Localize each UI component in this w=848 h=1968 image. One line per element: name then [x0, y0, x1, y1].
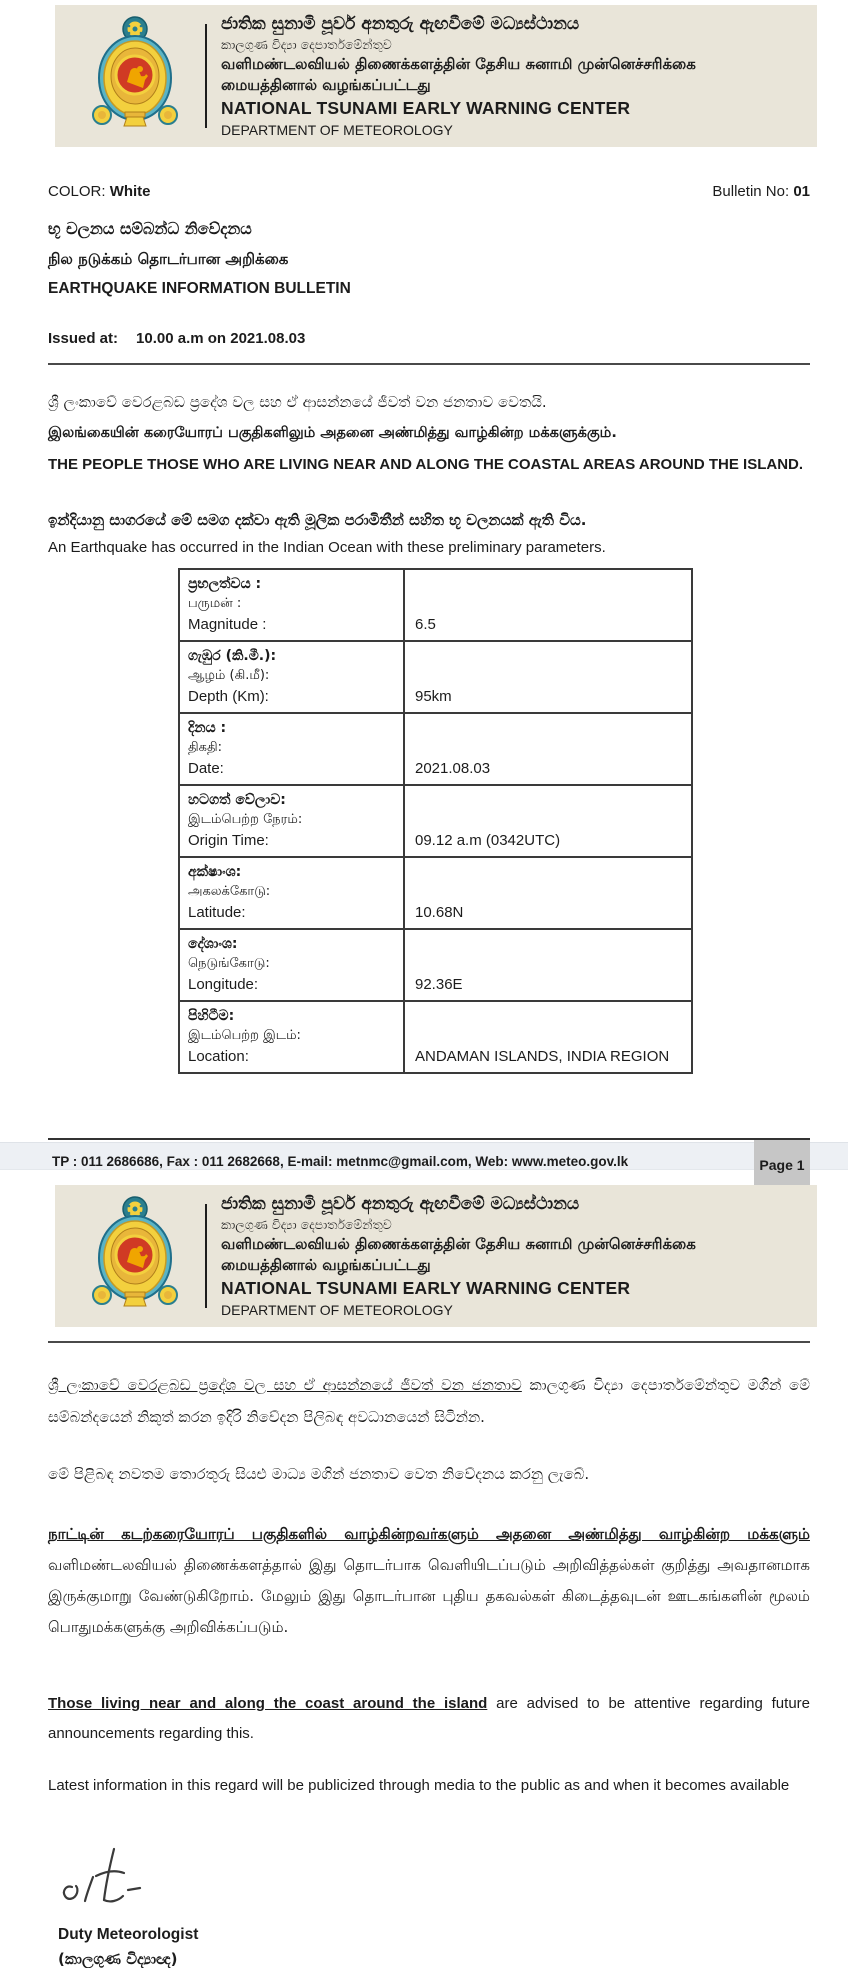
bulletin-page-1	[0, 5, 848, 1173]
longitude-label-en: Longitude:	[188, 976, 259, 993]
org-name-english: NATIONAL TSUNAMI EARLY WARNING CENTER	[221, 97, 631, 118]
latitude-label-ta: அகலக்கோடு:	[188, 884, 271, 899]
issued-at-value: 10.00 a.m on 2021.08.03	[136, 330, 306, 347]
bulletin-title-sinhala: භූ චලනය සම්බන්ධ නිවේදනය	[48, 219, 252, 238]
bulletin-title-block	[48, 214, 810, 304]
bulletin-no-value: 01	[793, 183, 810, 200]
date-value: 2021.08.03	[404, 713, 692, 785]
addressee-block	[48, 387, 810, 480]
org-name-tamil-1: வளிமண்டலவியல் திணைக்களத்தின் தேசிய சுனாமி முன்னெச்சரிக்கை	[221, 54, 696, 73]
bulletin-page-2	[0, 1185, 848, 1968]
latitude-label-en: Latitude:	[188, 904, 246, 921]
longitude-label-si: දේශාංශ:	[188, 936, 238, 952]
date-label-ta: திகதி:	[188, 740, 222, 755]
emblem-icon	[89, 14, 181, 134]
media-paragraph-sinhala: මේ පිළිබඳ නවතම තොරතුරු සියළු මාධ්‍ය මගින් ජනතාව වෙත නිවේදනය කරනු ලැබේ.	[48, 1465, 590, 1483]
bulletin-no-label: Bulletin No:	[712, 183, 790, 200]
page-footer	[48, 1138, 810, 1190]
org-name-tamil-1: வளிமண்டலவியல் திணைக்களத்தின் தேசிய சுனாமி முன்னெச்சரிக்கை	[221, 1234, 696, 1253]
intro-english: An Earthquake has occurred in the Indian Ocean with these preliminary parameters.	[48, 539, 606, 556]
letterhead-divider	[205, 1204, 207, 1308]
latitude-value: 10.68N	[404, 857, 692, 929]
depth-label-en: Depth (Km):	[188, 688, 269, 705]
advice-tamil-underlined: நாட்டின் கடற்கரையோரப் பகுதிகளில் வாழ்கின்றவர்களும் அதனை அண்மித்து வாழ்கின்ற மக்களும்	[48, 1525, 810, 1543]
latest-info-paragraph: Latest information in this regard will be publicized through media to the public as and when it becomes available	[48, 1777, 790, 1794]
intro-sinhala: ඉන්දියානු සාගරයේ මේ සමග දක්වා ඇති මූලික පරාමිතීන් සහිත භූ චලනයක් ඇති විය.	[48, 511, 587, 529]
advice-tamil-rest: வளிமண்டலவியல் திணைக்களத்தால் இது தொடர்பாக வெளியிடப்படும் அறிவித்தல்கள் குறித்து அவதானமாக இருக்குமாறு வேண்டுகிறோம். மேலும் இது தொடர்பான புதிய தகவல்கள் கிடைத்தவுடன் ஊடகங்களின் மூலம் பொதுமக்களுக்கு அறிவிக்கப்படும்.	[48, 1556, 810, 1636]
table-row-latitude	[179, 857, 692, 929]
signatory-role-english: Duty Meteorologist	[58, 1926, 199, 1943]
horizontal-rule	[48, 1341, 810, 1343]
horizontal-rule	[48, 363, 810, 365]
dept-name-english: DEPARTMENT OF METEOROLOGY	[221, 1301, 453, 1318]
bulletin-title-tamil: நில நடுக்கம் தொடர்பான அறிக்கை	[48, 250, 289, 268]
color-label: COLOR:	[48, 183, 106, 200]
addressee-sinhala: ශ්‍රී ලංකාවේ වෙරළබඩ ප්‍රදේශ වල සහ ඒ ආසන්නයේ ජීවත් වන ජනතාව වෙතයි.	[48, 393, 547, 411]
advice-english-underlined: Those living near and along the coast around the island	[48, 1695, 488, 1712]
letterhead-text	[221, 1193, 817, 1320]
intro-block	[48, 506, 810, 562]
advice-english-rest: are advised to be attentive regarding future announcements regarding this.	[48, 1695, 810, 1742]
sri-lanka-emblem-logo	[89, 14, 181, 139]
origin-time-value: 09.12 a.m (0342UTC)	[404, 785, 692, 857]
emblem-icon	[89, 1194, 181, 1314]
advice-paragraph-sinhala	[48, 1369, 810, 1433]
table-row-depth	[179, 641, 692, 713]
letterhead-divider	[205, 24, 207, 128]
contact-info: TP : 011 2686686, Fax : 011 2682668, E-mail: metnmc@gmail.com, Web: www.meteo.gov.lk	[52, 1154, 629, 1169]
longitude-label-ta: நெடுங்கோடு:	[188, 956, 270, 971]
table-row-magnitude	[179, 569, 692, 641]
magnitude-label-en: Magnitude :	[188, 616, 267, 633]
dept-name-sinhala: කාලගුණ විද්‍යා දෙපාර්තමේන්තුව	[221, 1216, 392, 1232]
page-number-badge: Page 1	[754, 1140, 810, 1190]
bulletin-title-english: EARTHQUAKE INFORMATION BULLETIN	[48, 280, 351, 297]
advice-paragraph-english	[48, 1689, 810, 1749]
magnitude-label-ta: பருமன் :	[188, 596, 242, 611]
depth-label-si: ගැඹුර (කි.මී.):	[188, 648, 277, 664]
dept-name-english: DEPARTMENT OF METEOROLOGY	[221, 121, 453, 138]
color-value: White	[109, 183, 151, 200]
advice-sinhala-underlined: ශ්‍රී ලංකාවේ වෙරළබඩ ප්‍රදේශ වල සහ ඒ ආසන්නයේ ජීවත් වන ජනතාව	[48, 1376, 522, 1394]
signature-block	[58, 1843, 810, 1968]
org-name-tamil-2: மையத்தினால் வழங்கப்பட்டது	[221, 1255, 431, 1274]
letterhead	[55, 5, 817, 147]
location-label-ta: இடம்பெற்ற இடம்:	[188, 1028, 301, 1043]
addressee-english: THE PEOPLE THOSE WHO ARE LIVING NEAR AND ALONG THE COASTAL AREAS AROUND THE ISLAND.	[48, 456, 804, 473]
org-name-sinhala: ජාතික සුනාමි පූර්ව අනතුරු ඇඟවීමේ මධ්‍යස්ථානය	[221, 13, 580, 34]
bulletin-no-field	[712, 183, 810, 200]
date-label-en: Date:	[188, 760, 224, 777]
latitude-label-si: අක්ෂාංශ:	[188, 864, 242, 880]
origin-time-label-ta: இடம்பெற்ற நேரம்:	[188, 812, 303, 827]
date-label-si: දිනය :	[188, 720, 227, 736]
origin-time-label-en: Origin Time:	[188, 832, 269, 849]
longitude-value: 92.36E	[404, 929, 692, 1001]
org-name-tamil-2: மையத்தினால் வழங்கப்பட்டது	[221, 75, 431, 94]
bulletin-meta-row	[48, 183, 810, 200]
color-field	[48, 183, 151, 200]
org-name-english: NATIONAL TSUNAMI EARLY WARNING CENTER	[221, 1277, 631, 1298]
advice-paragraph-tamil	[48, 1519, 810, 1643]
table-row-origin-time	[179, 785, 692, 857]
issued-at-row	[48, 330, 810, 347]
issued-at-label: Issued at:	[48, 330, 119, 347]
origin-time-label-si: හටගත් වේලාව:	[188, 792, 286, 808]
earthquake-parameters-table	[178, 568, 693, 1074]
table-row-longitude	[179, 929, 692, 1001]
location-label-si: පිහිටීම:	[188, 1008, 235, 1024]
signatory-role-sinhala: (කාලගුණ විද්‍යාඥ)	[58, 1950, 178, 1968]
magnitude-value: 6.5	[404, 569, 692, 641]
letterhead-page2	[55, 1185, 817, 1327]
location-label-en: Location:	[188, 1048, 249, 1065]
signature-icon	[58, 1843, 178, 1913]
addressee-tamil: இலங்கையின் கரையோரப் பகுதிகளிலும் அதனை அண்மித்து வாழ்கின்ற மக்களுக்கும்.	[48, 425, 617, 441]
depth-value: 95km	[404, 641, 692, 713]
dept-name-sinhala: කාලගුණ විද්‍යා දෙපාර්තමේන්තුව	[221, 36, 392, 52]
org-name-sinhala: ජාතික සුනාමි පූර්ව අනතුරු ඇඟවීමේ මධ්‍යස්ථානය	[221, 1193, 580, 1214]
letterhead-text	[221, 13, 817, 140]
sri-lanka-emblem-logo	[89, 1194, 181, 1319]
table-row-location	[179, 1001, 692, 1073]
location-value: ANDAMAN ISLANDS, INDIA REGION	[404, 1001, 692, 1073]
advice-sinhala-rest: කාලගුණ විද්‍යා දෙපාර්තමේන්තුව මගින් මේ සම්බන්දයෙන් නිකුත් කරන ඉදිරි නිවේදන පිලිබඳ අවධානයෙන් සිටින්න.	[48, 1376, 810, 1426]
magnitude-label-si: ප්‍රභලත්වය :	[188, 576, 262, 592]
depth-label-ta: ஆழம் (கி.மீ):	[188, 668, 270, 683]
table-row-date	[179, 713, 692, 785]
